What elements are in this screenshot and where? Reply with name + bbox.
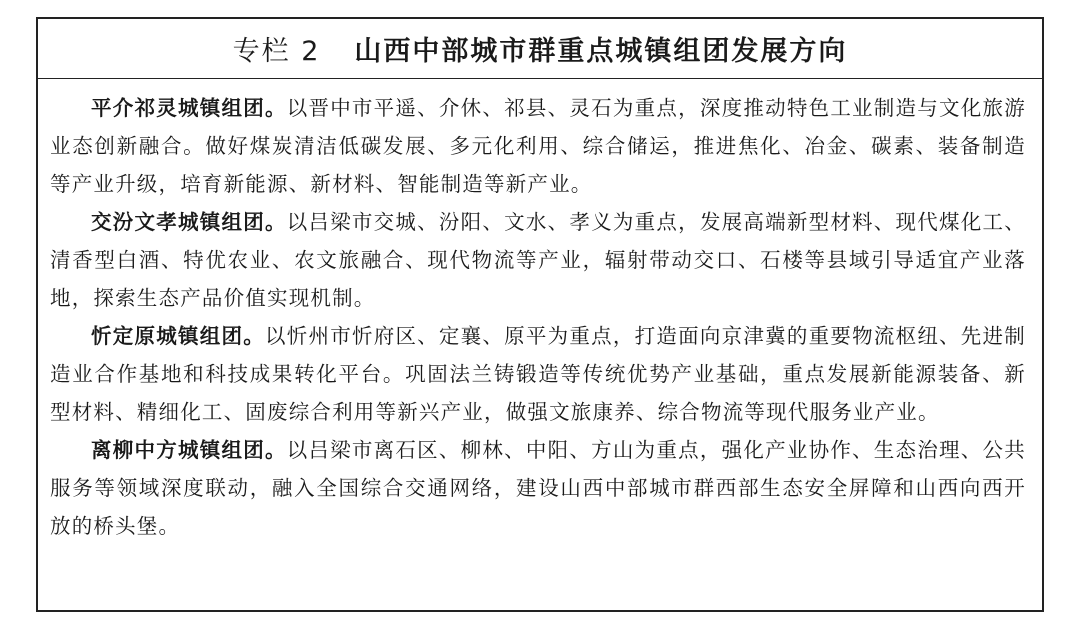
section-paragraph	[50, 89, 1026, 203]
column-box	[36, 17, 1044, 612]
section-body: 以忻州市忻府区、定襄、原平为重点，打造面向京津冀的重要物流枢纽、先进制造业合作基地和科技成果转化平台。巩固法兰铸锻造等传统优势产业基础，重点发展新能源装备、新型材料、精细化工、固废综合利用等新兴产业，做强文旅康养、综合物流等现代服务业产业。	[50, 324, 1026, 424]
section-body: 以吕梁市交城、汾阳、文水、孝义为重点，发展高端新型材料、现代煤化工、清香型白酒、特优农业、农文旅融合、现代物流等产业，辐射带动交口、石楼等县域引导适宜产业落地，探索生态产品价值实现机制。	[50, 210, 1026, 310]
section-paragraph	[50, 431, 1026, 545]
section-heading: 离柳中方城镇组团。	[91, 438, 287, 462]
column-content	[38, 79, 1042, 545]
section-body: 以吕梁市离石区、柳林、中阳、方山为重点，强化产业协作、生态治理、公共服务等领域深度联动，融入全国综合交通网络，建设山西中部城市群西部生态安全屏障和山西向西开放的桥头堡。	[50, 438, 1026, 538]
column-label: 专栏 2	[232, 36, 321, 67]
section-heading: 平介祁灵城镇组团。	[91, 96, 287, 120]
section-heading: 交汾文孝城镇组团。	[91, 210, 287, 234]
section-body: 以晋中市平遥、介休、祁县、灵石为重点，深度推动特色工业制造与文化旅游业态创新融合。做好煤炭清洁低碳发展、多元化利用、综合储运，推进焦化、冶金、碳素、装备制造等产业升级，培育新能源、新材料、智能制造等新产业。	[50, 96, 1026, 196]
section-paragraph	[50, 203, 1026, 317]
section-heading: 忻定原城镇组团。	[91, 324, 265, 348]
section-paragraph	[50, 317, 1026, 431]
column-title-text: 山西中部城市群重点城镇组团发展方向	[354, 36, 848, 67]
column-title	[38, 19, 1042, 79]
